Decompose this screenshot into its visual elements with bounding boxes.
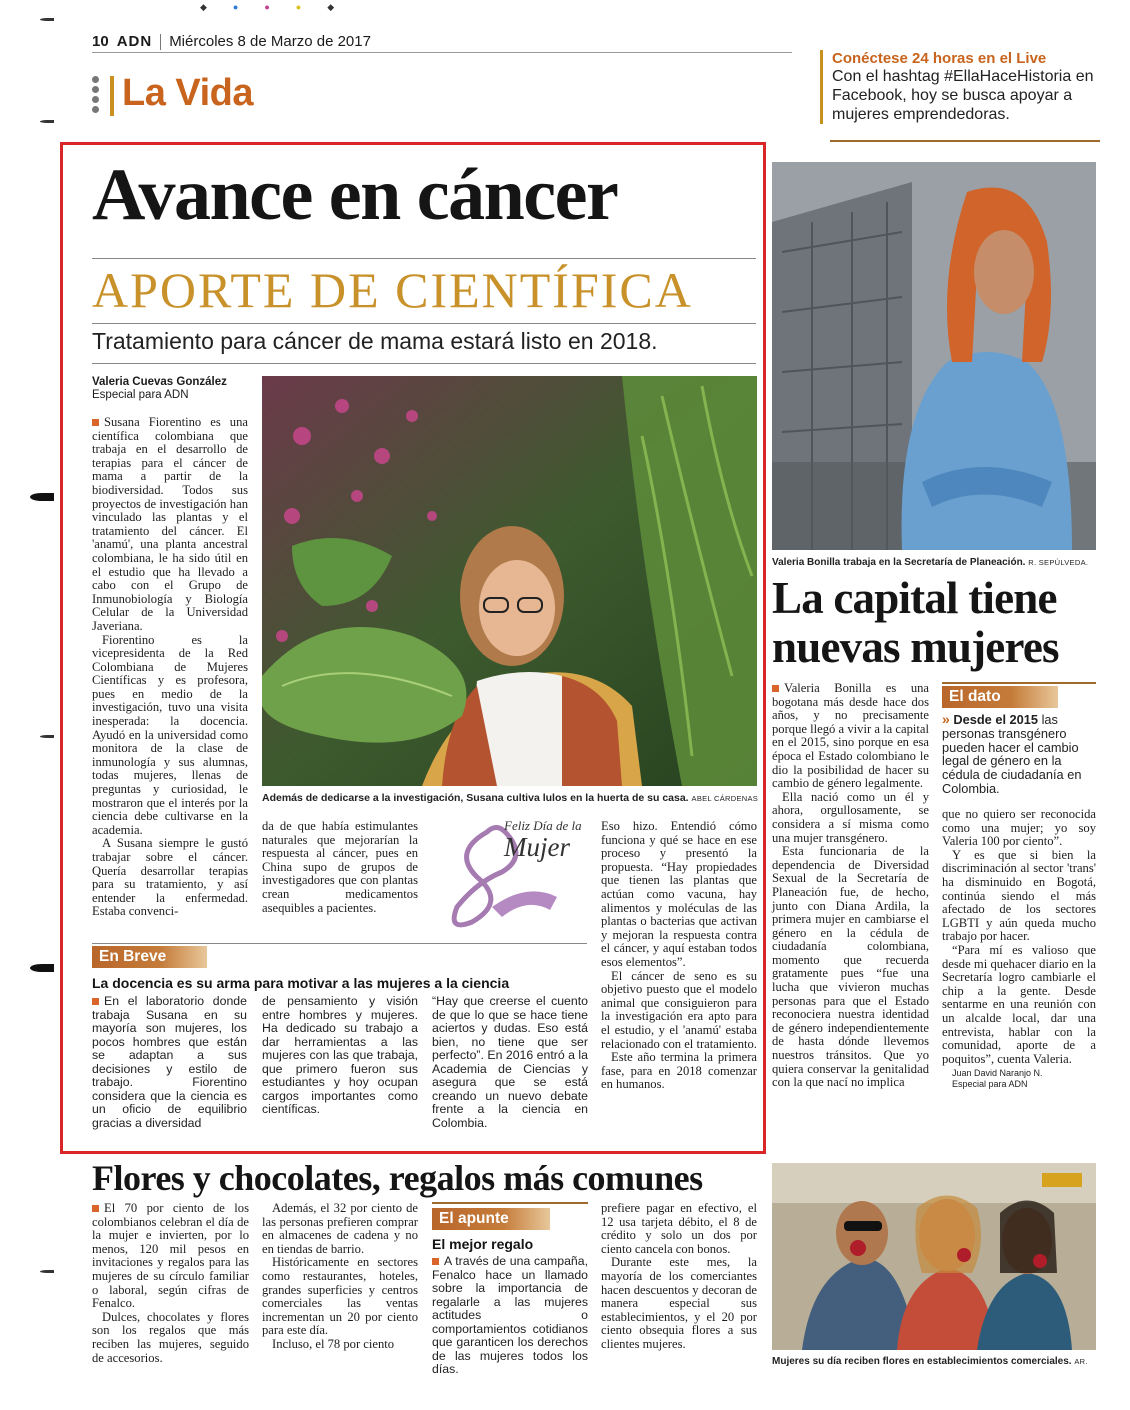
paragraph: Además, el 32 por ciento de las personas prefieren comprar en almacenes de cadena y no en tiendas de barrio.: [262, 1201, 418, 1256]
paragraph: Este año termina la primera fase, para en 2018 comenzar en humanos.: [601, 1050, 757, 1092]
caption-text: Mujeres su día reciben flores en establecimientos comerciales.: [772, 1356, 1072, 1367]
main-column-3: [601, 820, 757, 1092]
bottom-headline: Flores y chocolates, regalos más comunes: [92, 1158, 703, 1198]
bottom-column-4: [601, 1202, 757, 1352]
photo-credit: ABEL CÁRDENAS: [691, 794, 759, 803]
dato-body: las personas transgénero pueden hacer el cambio legal de género en la cédula de ciudadanía en Colombia.: [942, 712, 1082, 796]
paragraph: Eso hizo. Entendió cómo funciona y qué se hace en ese proceso y presentó la propuesta. “Hay propiedades que tienen las plantas que actúan como vacuna, hay alimentos y moléculas de las plantas o bacterias que activan y mejoran la respuesta contra el cáncer, y aquí estaban todos esos elementos”.: [601, 819, 757, 969]
valeria-photo: [772, 162, 1096, 550]
folio-rule: [92, 52, 792, 53]
paragraph: Esta funcionaria de la dependencia de Diversidad Sexual de la Secretaría de Planeación fue, de hecho, junto con Diana Ardila, la primera mujer en cambiarse el género en la cédula de ciudadanía colombiana, momento que recuerda gratamente pues “fue una lucha que vivieron muchas personas para que el Estado reconociera nuestra identidad de género independientemente de hasta dónde llevemos nuestros tránsitos. Que yo quiera conservar la genitalidad con la que nací no implica: [772, 844, 929, 1090]
paragraph: Dulces, chocolates y flores son los regalos que más reciben las mujeres, seguido de accesorios.: [92, 1309, 249, 1365]
paragraph: que no quiero ser reconocida como una mujer; yo soy Valeria 100 por ciento”.: [942, 807, 1096, 849]
en-breve-tag: En Breve: [92, 946, 207, 968]
el-dato-box: [942, 682, 1096, 796]
issue-date: Miércoles 8 de Marzo de 2017: [169, 33, 371, 50]
photo-credit: AR.: [1074, 1357, 1088, 1366]
en-breve-headline: La docencia es su arma para motivar a las mujeres a la ciencia: [92, 975, 510, 991]
main-deck: Tratamiento para cáncer de mama estará listo en 2018.: [92, 328, 658, 354]
main-kicker: APORTE DE CIENTÍFICA: [92, 262, 693, 318]
el-dato-tag: El dato: [942, 686, 1058, 708]
el-apunte-headline: El mejor regalo: [432, 1236, 534, 1252]
page-number: 10: [92, 33, 109, 50]
paragraph: El cáncer de seno es su objetivo puesto que el modelo animal que consiguieron para la investigación era apto para el estudio, y el 'anamú' estaba relacionado con el tratamiento.: [601, 968, 757, 1051]
women-flowers-photo: [772, 1163, 1096, 1350]
scientist-photo: [262, 376, 757, 786]
main-column-2: [262, 820, 418, 915]
paragraph: de pensamiento y visión entre hombres y mujeres. Ha dedicado su trabajo a dar herramientas a las mujeres con las que trabaja, que primero fueron sus estudiantes y hoy ocupan cargos importantes como científicas.: [262, 994, 418, 1116]
paragraph: Durante este mes, la mayoría de los comerciantes hacen descuentos y decoran de manera especial sus establecimientos, y el 20 por ciento obsequia flores a sus clientes mujeres.: [601, 1255, 757, 1351]
paragraph: Ella nació como un él y ahora, orgullosamente, se considera a sí misma como una mujer transgénero.: [772, 789, 929, 845]
paragraph: Incluso, el 78 por ciento: [272, 1336, 395, 1351]
byline: [92, 376, 227, 402]
brand-logo: ADN: [116, 33, 153, 50]
paragraph: A través de una campaña, Fenalco hace un llamado sobre la importancia de regalarle a las mujeres actitudes o comportamientos cotidianos que garanticen los derechos de las mujeres todos los días.: [432, 1254, 588, 1376]
caption-text: Además de dedicarse a la investigación, Susana cultiva lulos en la huerta de su casa.: [262, 792, 689, 804]
headline-rule: [92, 258, 756, 259]
paragraph: Susana Fiorentino es una científica colombiana que trabaja en el desarrollo de terapias para el cáncer de mama a partir de la biodiversidad. Todos sus proyectos de investigación han vinculado las plantas y el tratamiento del cáncer. El 'anamú', una planta ancestral colombiana, le ha sido útil en el estudio que ha llevado a cabo con el Grupo de Inmunobiología y Biología Celular de la Universidad Javeriana.: [92, 415, 248, 633]
main-photo-caption: [262, 792, 758, 804]
bottom-column-2: [262, 1202, 418, 1352]
bottom-column-1: [92, 1202, 249, 1365]
valeria-photo-illustration: [772, 162, 1096, 550]
section-title: La Vida: [122, 72, 253, 114]
caption-text: Valeria Bonilla trabaja en la Secretaría de Planeación.: [772, 557, 1026, 568]
signature: [942, 1068, 1096, 1089]
el-apunte-box: [432, 1202, 588, 1377]
side-headline: La capital tiene nuevas mujeres: [772, 573, 1059, 672]
breve-column-1: [92, 995, 247, 1130]
scientist-photo-illustration: [262, 376, 757, 786]
paragraph: A Susana siempre le gustó trabajar sobre el cáncer. Quería desarrollar terapias para su tratamiento, y así entender la enfermedad. Estaba convenci-: [92, 836, 248, 919]
folio: [92, 33, 371, 50]
el-dato-text: [942, 713, 1096, 796]
paragraph: En el laboratorio donde trabaja Susana en su mayoría son mujeres, los pocos hombres que están se adaptan a sus decisiones y estilo de trabajo. Fiorentino considera que la ciencia es un oficio de equilibrio gracias a diversidad: [92, 994, 247, 1130]
registration-marks: ◆●●●◆: [200, 2, 361, 12]
photo-credit: R. SEPÚLVEDA.: [1028, 558, 1089, 567]
section-bar: [110, 76, 114, 116]
women-flowers-illustration: [772, 1163, 1096, 1350]
el-apunte-text: [432, 1255, 588, 1377]
bottom-photo-caption: [772, 1356, 1088, 1367]
breve-rule: [92, 943, 587, 944]
dato-bold: Desde el 2015: [953, 712, 1039, 727]
section-bullets-icon: [92, 76, 100, 113]
paragraph: Históricamente en sectores como restaurantes, hoteles, grandes superficies y centros comerciales las ventas incrementan un 20 por ciento para este día.: [262, 1255, 418, 1338]
side-column-1: [772, 682, 929, 1090]
paragraph: da de que había estimulantes naturales que mejorarían la respuesta al cáncer, pues en China supo de grupos de investigadores que con plantas crean medicamentos asequibles a pacientes.: [262, 819, 418, 915]
deck-rule: [92, 363, 756, 364]
el-apunte-tag: El apunte: [432, 1208, 550, 1230]
paragraph: Y es que si bien la discriminación al sector 'trans' ha disminuido en Bogotá, continúa siendo el más afectado de los sectores LGBTI y aún queda mucho trabajo por hacer.: [942, 847, 1096, 944]
paragraph: Valeria Bonilla es una bogotana más desde hace dos años, y no precisamente porque llegó a vivir a la capital en el 2015, sino porque en esa época el Estado colombiano le dio la posibilidad de hacer su cambio de género legalmente.: [772, 681, 929, 791]
breve-column-3: [432, 995, 588, 1130]
side-column-2: [942, 808, 1096, 1089]
author-role: Especial para ADN: [92, 389, 189, 401]
signature-role: Especial para ADN: [952, 1078, 1028, 1089]
promo-line-2: Mujer: [504, 832, 570, 862]
folio-divider: [160, 34, 161, 50]
live-rule: [830, 140, 1100, 142]
main-column-1: [92, 416, 248, 919]
signature-name: Juan David Naranjo N.: [952, 1068, 1043, 1079]
paragraph: Fiorentino es la vicepresidenta de la Red Colombiana de Mujeres Científicas y es profesora, pues en medio de la investigación, tuvo una visita inesperada: la docencia. Ayudó en la universidad como monitora de la clase de inmunología y sus alumnas, todas mujeres, llenas de preguntas y curiosidad, le mostraron que el interés por la ciencia debe cultivarse en la academia.: [92, 632, 248, 837]
author-name: Valeria Cuevas González: [92, 376, 227, 388]
kicker-rule: [92, 323, 756, 324]
paragraph: “Hay que creerse el cuento de que lo que se hace tiene aciertos y dudas. Eso está bien, no tiene que ser perfecto”. En 2016 entró a la Academia de Ciencias y asegura que se está creando un nuevo debate frente a la ciencia en Colombia.: [432, 994, 588, 1130]
promo-line-1: Feliz Día de la: [504, 818, 582, 833]
paragraph: “Para mí es valioso que desde mi quehacer diario en la Secretaría logro cambiarle el chip a la gente. Desde sentarme en una reunión con un alcalde local, dar una entrevista, hablar con la comunidad, aporte de a poquitos”, cuenta Valeria.: [942, 942, 1096, 1066]
paragraph: El 70 por ciento de los colombianos celebran el día de la mujer e invierten, por lo menos, 120 mil pesos en invitaciones y regalos para las mujeres de su círculo familiar o laboral, según cifras de Fenalco.: [92, 1201, 249, 1311]
live-box: [820, 50, 1110, 124]
breve-column-2: [262, 995, 418, 1117]
main-headline: Avance en cáncer: [92, 154, 618, 236]
live-text: Con el hashtag #EllaHaceHistoria en Facebook, hoy se busca apoyar a mujeres emprendedoras.: [832, 68, 1094, 123]
womens-day-promo: [432, 812, 592, 932]
double-chevron-icon: »: [942, 711, 950, 727]
side-photo-caption: [772, 557, 1088, 568]
paragraph: prefiere pagar en efectivo, el 12 usa tarjeta débito, el 8 de crédito y solo un dos por ciento cancela con bonos.: [601, 1201, 757, 1256]
live-title: Conéctese 24 horas en el Live: [832, 50, 1047, 67]
